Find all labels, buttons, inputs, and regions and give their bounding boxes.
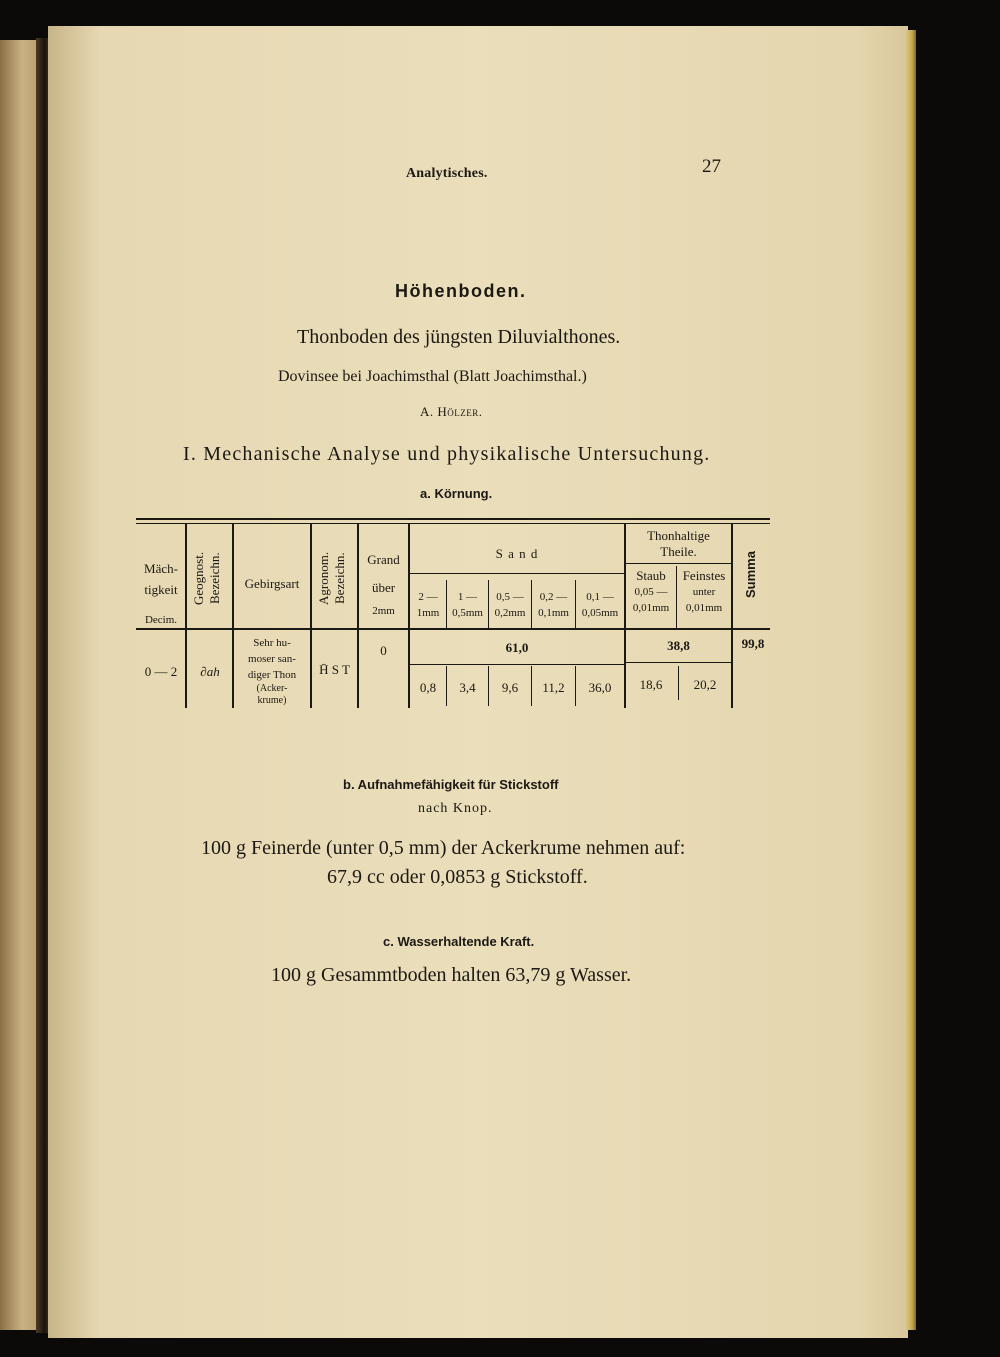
hdr-thonhaltige-1: Thonhaltige bbox=[647, 528, 710, 543]
row-sand-4: 11,2 bbox=[542, 680, 565, 695]
hdr-geognost-2: Bezeichn. bbox=[207, 552, 222, 604]
hdr-feinstes-3: 0,01mm bbox=[685, 602, 723, 614]
running-head: Analytisches. bbox=[406, 166, 488, 181]
hdr-agronom-2: Bezeichn. bbox=[332, 552, 347, 604]
hdr-grand-1: Grand bbox=[367, 552, 400, 567]
row-gebirgsart-4: (Acker- bbox=[256, 683, 288, 694]
col-rule-1 bbox=[185, 524, 187, 708]
wasser-heading: c. Wasserhaltende Kraft. bbox=[383, 934, 535, 949]
hdr-thonhaltige-2: Theile. bbox=[660, 544, 697, 559]
sand-values-rule bbox=[408, 664, 624, 665]
table-top-rule bbox=[136, 518, 770, 520]
row-maechtigkeit: 0 — 2 bbox=[144, 664, 178, 679]
row-thon-total: 38,8 bbox=[667, 638, 690, 653]
stickstoff-line-1: 100 g Feinerde (unter 0,5 mm) der Ackerkrume nehmen auf: bbox=[201, 837, 686, 859]
hdr-agronom-1: Agronom. bbox=[316, 551, 331, 605]
col-rule-7 bbox=[731, 524, 733, 708]
part-heading: I. Mechanische Analyse und physikalische Untersuchung. bbox=[183, 443, 711, 465]
row-gebirgsart-2: moser san- bbox=[248, 653, 296, 665]
hdr-sand-col-1: 2 — bbox=[418, 591, 438, 603]
thon-subheader-rule bbox=[624, 563, 732, 564]
row-grand: 0 bbox=[380, 643, 387, 658]
hdr-sand-unit-1: 1mm bbox=[416, 607, 440, 619]
stickstoff-line-2: 67,9 cc oder 0,0853 g Stickstoff. bbox=[327, 866, 588, 888]
hdr-staub-2: 0,05 — bbox=[634, 586, 668, 598]
hdr-feinstes-2: unter bbox=[692, 586, 716, 598]
stickstoff-heading: b. Aufnahmefähigkeit für Stickstoff bbox=[343, 777, 559, 792]
hdr-grand-3: 2mm bbox=[372, 605, 395, 617]
row-gebirgsart-1: Sehr hu- bbox=[253, 637, 291, 649]
page-edge bbox=[906, 30, 916, 1330]
hdr-sand-col-5: 0,1 — bbox=[586, 591, 614, 603]
location-line: Dovinsee bei Joachimsthal (Blatt Joachimsthal.) bbox=[278, 368, 587, 385]
page-number: 27 bbox=[702, 156, 721, 177]
row-staub: 18,6 bbox=[639, 677, 663, 692]
row-sand-total: 61,0 bbox=[505, 640, 529, 655]
hdr-maechtigkeit-2: tigkeit bbox=[144, 582, 178, 597]
hdr-sand-unit-5: 0,05mm bbox=[581, 607, 619, 619]
hdr-geognost-1: Geognost. bbox=[191, 551, 206, 605]
row-gebirgsart-5: krume) bbox=[257, 695, 287, 706]
row-gebirgsart-3: diger Thon bbox=[247, 669, 297, 681]
hdr-decim: Decim. bbox=[144, 614, 178, 626]
row-sand-2: 3,4 bbox=[459, 680, 476, 695]
hdr-sand-unit-2: 0,5mm bbox=[452, 607, 483, 619]
hdr-feinstes-1: Feinstes bbox=[682, 568, 726, 583]
facing-page-edge bbox=[0, 40, 40, 1330]
hdr-sand-col-4: 0,2 — bbox=[539, 591, 568, 603]
section-title: Höhenboden. bbox=[395, 281, 527, 301]
row-geognost: ∂ah bbox=[200, 664, 220, 679]
hdr-sand-col-2: 1 — bbox=[457, 591, 478, 603]
hdr-staub-3: 0,01mm bbox=[632, 602, 670, 614]
col-rule-2 bbox=[232, 524, 234, 708]
hdr-maechtigkeit: Mäch- bbox=[144, 561, 178, 576]
hdr-sand-unit-3: 0,2mm bbox=[494, 607, 526, 619]
thon-values-rule bbox=[624, 662, 732, 663]
stickstoff-note: nach Knop. bbox=[418, 801, 493, 816]
row-sand-3: 9,6 bbox=[501, 680, 519, 695]
hdr-grand-2: über bbox=[371, 580, 396, 595]
col-rule-sand-2 bbox=[488, 580, 489, 628]
col-rule-sand-3 bbox=[531, 580, 532, 628]
hdr-gebirgsart: Gebirgsart bbox=[244, 576, 300, 591]
hdr-sand: S a n d bbox=[495, 546, 539, 561]
row-agronom: H̄ S T bbox=[319, 662, 350, 677]
col-rule-sand-4 bbox=[575, 580, 576, 628]
koernung-heading: a. Körnung. bbox=[420, 486, 493, 501]
row-summa: 99,8 bbox=[741, 636, 765, 651]
hdr-summa: Summa bbox=[743, 551, 758, 599]
sand-subheader-rule bbox=[408, 573, 624, 574]
row-feinstes: 20,2 bbox=[693, 677, 717, 692]
col-rule-sand-1 bbox=[446, 580, 447, 628]
row-sand-5: 36,0 bbox=[588, 680, 612, 695]
hdr-staub-1: Staub bbox=[636, 568, 666, 583]
col-rule-3 bbox=[310, 524, 312, 708]
hdr-sand-col-3: 0,5 — bbox=[496, 591, 524, 603]
wasser-line: 100 g Gesammtboden halten 63,79 g Wasser. bbox=[271, 964, 632, 986]
subtitle: Thonboden des jüngsten Diluvialthones. bbox=[297, 326, 621, 348]
analyst-name: A. Hölzer. bbox=[420, 404, 483, 419]
row-sand-1: 0,8 bbox=[419, 680, 437, 695]
hdr-sand-unit-4: 0,1mm bbox=[538, 607, 569, 619]
